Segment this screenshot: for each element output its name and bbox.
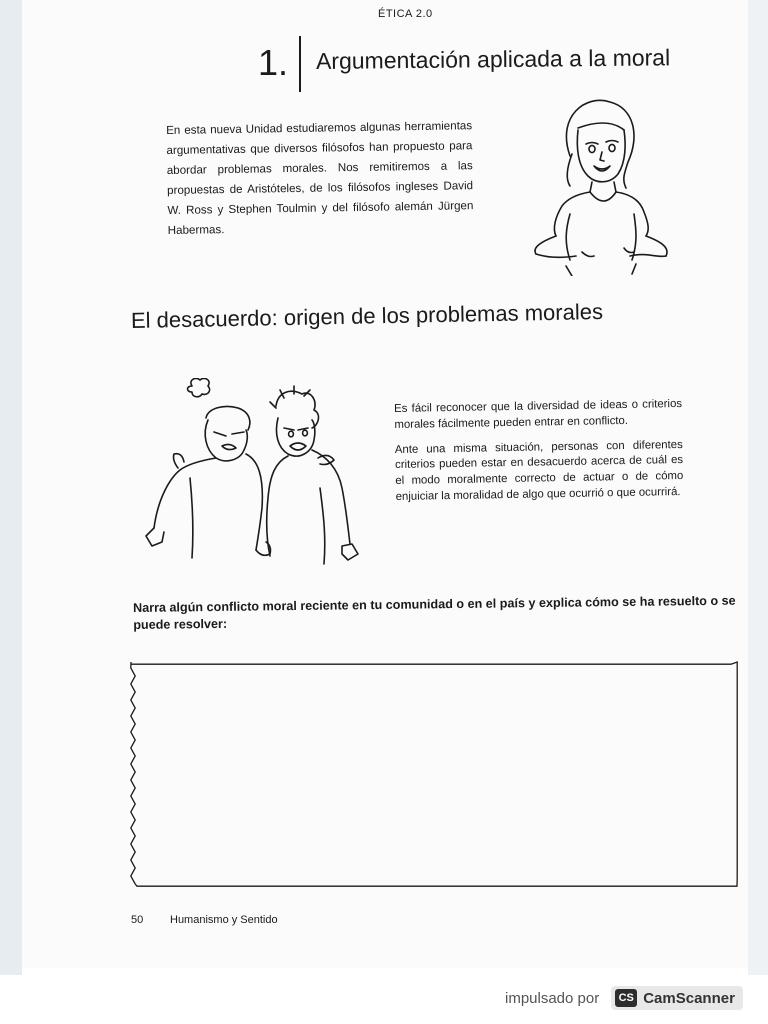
page-number: 50 [131, 914, 144, 926]
watermark-label: impulsado por [505, 989, 600, 1007]
camscanner-watermark [505, 986, 743, 1010]
watermark-brand: CamScanner [643, 989, 735, 1007]
running-header: ÉTICA 2.0 [378, 8, 433, 20]
camscanner-logo-icon: CS [615, 989, 637, 1007]
activity-prompt: Narra algún conflicto moral reciente en tu comunidad o en el país y explica cómo se ha resuelto o se puede resolver: [133, 593, 736, 632]
section-paragraph-2: Ante una misma situación, personas con diferentes criterios pueden estar en desacuerdo acerca de cuál es el modo moralmente correcto de actuar o de cómo enjuiciar la moralidad de algo que ocurrió o que ocurrirá. [394, 438, 684, 503]
answer-box[interactable] [127, 652, 741, 894]
section-body [394, 397, 684, 515]
chapter-title: Argumentación aplicada a la moral [315, 44, 671, 74]
chapter-divider [299, 36, 301, 92]
scan-edge-right [748, 0, 768, 975]
section-paragraph-1: Es fácil reconocer que la diversidad de ideas o criterios morales fácilmente pueden entrar en conflicto. [394, 397, 683, 431]
intro-paragraph: En esta nueva Unidad estudiaremos algunas herramientas argumentativas que diversos filósofos han propuesto para abordar problemas morales. Nos remitiremos a las propuestas de Aristóteles, de los filósofos ingleses David W. Ross y Stephen Toulmin y del filósofo alemán Jürgen Habermas. [166, 119, 474, 237]
woman-pointing-illustration [526, 96, 678, 276]
chapter-number: 1. [258, 42, 289, 83]
watermark-badge [611, 986, 743, 1010]
two-arguing-men-illustration [128, 378, 368, 573]
answer-box-border [131, 662, 737, 886]
scan-edge-left [0, 0, 22, 975]
section-title: El desacuerdo: origen de los problemas morales [130, 298, 604, 333]
book-title: Humanismo y Sentido [170, 914, 278, 926]
